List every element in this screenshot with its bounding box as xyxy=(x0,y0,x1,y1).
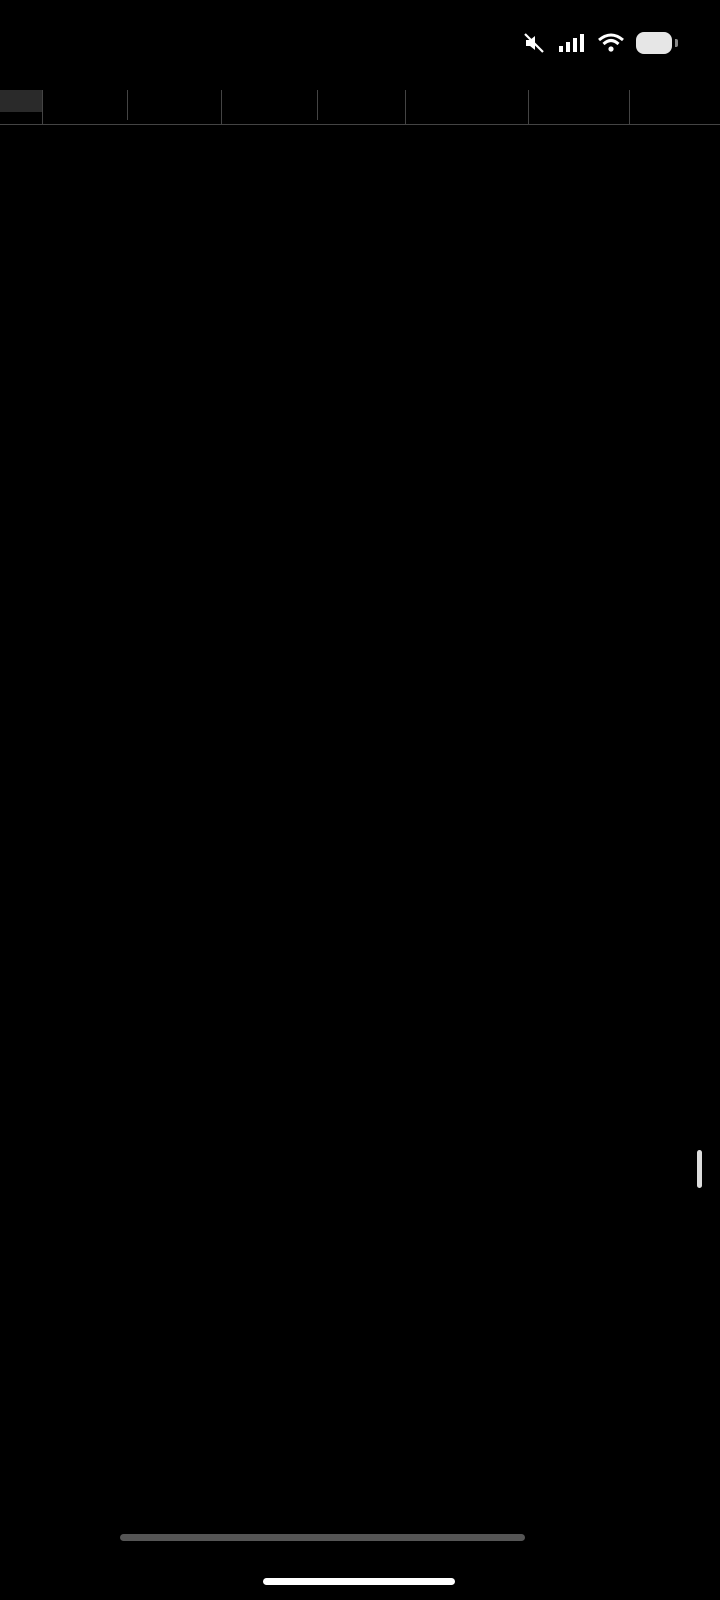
column-header-d[interactable] xyxy=(221,90,318,112)
column-header-g[interactable] xyxy=(528,90,630,112)
cell-g[interactable] xyxy=(528,112,629,124)
partial-row xyxy=(0,112,720,125)
wifi-icon xyxy=(598,33,624,53)
column-header-f[interactable] xyxy=(405,90,529,112)
horizontal-scrollbar[interactable] xyxy=(120,1534,525,1541)
cell-e[interactable] xyxy=(317,108,405,120)
signal-icon xyxy=(558,33,586,53)
cell-c[interactable] xyxy=(127,108,221,120)
spreadsheet[interactable] xyxy=(0,90,720,1557)
column-header-b[interactable] xyxy=(42,90,128,112)
cell-d[interactable] xyxy=(221,112,317,124)
home-indicator[interactable] xyxy=(263,1578,455,1585)
select-all-corner[interactable] xyxy=(0,90,42,112)
mute-icon xyxy=(522,31,546,55)
cell-b[interactable] xyxy=(42,112,127,124)
status-bar xyxy=(0,0,720,90)
column-header-h[interactable] xyxy=(629,90,720,112)
vertical-scrollbar[interactable] xyxy=(697,1150,702,1188)
status-icons xyxy=(522,31,672,55)
cell-h[interactable] xyxy=(629,112,720,124)
battery-icon xyxy=(636,32,672,54)
cell-f[interactable] xyxy=(405,112,528,124)
